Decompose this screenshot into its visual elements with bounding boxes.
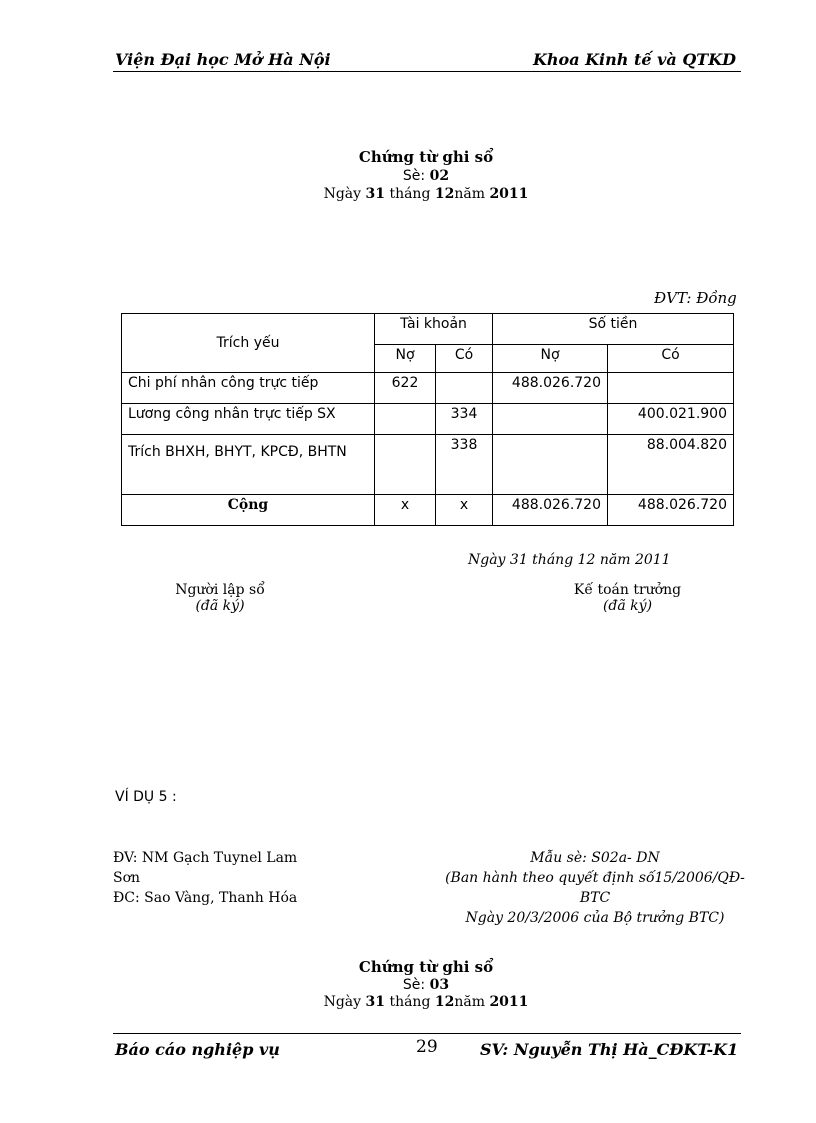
total-account-credit: x (436, 495, 493, 526)
unit-label: ĐVT: Đồng (654, 289, 737, 307)
company-block (113, 848, 363, 908)
header-faculty: Khoa Kinh tế và QTKD (533, 50, 736, 69)
voucher1-month: 12 (434, 186, 455, 202)
voucher1-number (0, 168, 816, 184)
row-account-debit (375, 435, 436, 495)
voucher1-month-label: tháng (389, 186, 431, 202)
company-unit-line1: ĐV: NM Gạch Tuynel Lam (113, 850, 298, 866)
voucher1-date-prefix: Ngày (323, 186, 362, 202)
row-summary: Trích BHXH, BHYT, KPCĐ, BHTN (122, 435, 375, 495)
voucher2-number-value: 03 (429, 977, 450, 993)
voucher1-date (0, 186, 816, 202)
voucher1-year-label: năm (454, 186, 485, 202)
chief-accountant-status: (đã ký) (602, 598, 653, 614)
company-address: ĐC: Sao Vàng, Thanh Hóa (113, 890, 298, 906)
footer-report: Báo cáo nghiệp vụ (115, 1040, 280, 1059)
form-issued-line2: BTC (579, 890, 611, 906)
table-row (122, 435, 734, 495)
header-amount-debit: Nợ (493, 345, 608, 373)
page-number: 29 (416, 1037, 438, 1057)
voucher2-title-block (0, 958, 816, 1010)
row-summary: Lương công nhân trực tiếp SX (122, 404, 375, 435)
total-account-debit: x (375, 495, 436, 526)
header-institution: Viện Đại học Mở Hà Nội (115, 50, 331, 69)
form-issued-line1: (Ban hành theo quyết định số15/2006/QĐ- (445, 870, 745, 886)
row-account-debit (375, 404, 436, 435)
footer-rule (113, 1033, 741, 1034)
voucher2-month-label: tháng (389, 994, 431, 1010)
row-account-credit: 334 (436, 404, 493, 435)
header-account: Tài khoản (375, 314, 493, 345)
voucher1-title-block (0, 148, 816, 202)
form-block (430, 848, 760, 928)
row-account-debit: 622 (375, 373, 436, 404)
voucher2-date (0, 994, 816, 1010)
total-amount-debit: 488.026.720 (493, 495, 608, 526)
preparer-status: (đã ký) (195, 598, 245, 614)
header-amount: Số tiền (493, 314, 734, 345)
header-account-debit: Nợ (375, 345, 436, 373)
row-amount-credit (608, 373, 734, 404)
footer-student: SV: Nguyễn Thị Hà_CĐKT-K1 (480, 1040, 739, 1059)
total-label: Cộng (122, 495, 375, 526)
ledger-table (121, 313, 734, 526)
chief-accountant-title: Kế toán trưởng (573, 582, 682, 598)
voucher1-title: Chứng từ ghi sổ (358, 148, 494, 166)
row-account-credit (436, 373, 493, 404)
header-summary: Trích yếu (122, 314, 375, 373)
voucher2-number (0, 977, 816, 993)
company-unit-line2: Sơn (113, 870, 141, 886)
voucher2-day: 31 (365, 994, 385, 1010)
voucher1-year: 2011 (489, 186, 529, 202)
form-issued-line3: Ngày 20/3/2006 của Bộ trưởng BTC) (465, 910, 725, 926)
row-amount-debit (493, 404, 608, 435)
row-amount-credit: 88.004.820 (608, 435, 734, 495)
voucher2-year-label: năm (454, 994, 485, 1010)
voucher2-title: Chứng từ ghi sổ (358, 958, 494, 976)
preparer-block (150, 582, 290, 614)
row-amount-debit: 488.026.720 (493, 373, 608, 404)
sign-date: Ngày 31 tháng 12 năm 2011 (468, 552, 671, 568)
table-row (122, 373, 734, 404)
header-amount-credit: Có (608, 345, 734, 373)
preparer-title: Người lập sổ (175, 582, 265, 598)
row-amount-debit (493, 435, 608, 495)
total-amount-credit: 488.026.720 (608, 495, 734, 526)
row-amount-credit: 400.021.900 (608, 404, 734, 435)
voucher2-month: 12 (434, 994, 455, 1010)
table-row (122, 404, 734, 435)
voucher1-number-label: Sè: (402, 168, 426, 184)
voucher1-day: 31 (365, 186, 385, 202)
voucher2-date-prefix: Ngày (323, 994, 362, 1010)
row-account-credit: 338 (436, 435, 493, 495)
chief-accountant-block (560, 582, 695, 614)
voucher2-year: 2011 (489, 994, 529, 1010)
voucher1-number-value: 02 (429, 168, 450, 184)
form-code: Mẫu sè: S02a- DN (530, 850, 660, 866)
voucher2-number-label: Sè: (402, 977, 426, 993)
header-rule (113, 71, 741, 72)
row-summary: Chi phí nhân công trực tiếp (122, 373, 375, 404)
header-account-credit: Có (436, 345, 493, 373)
total-row (122, 495, 734, 526)
example-label: VÍ DỤ 5 : (115, 789, 177, 805)
